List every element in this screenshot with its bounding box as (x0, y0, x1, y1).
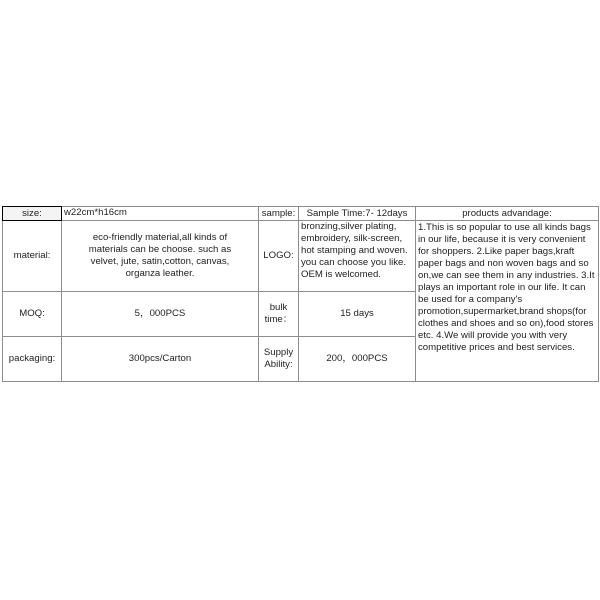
spec-sheet (0, 206, 600, 396)
product-spec-table (2, 206, 599, 382)
sample-label-cell[interactable]: sample: (259, 207, 299, 221)
table-row-material (3, 221, 599, 292)
material-value-cell[interactable]: eco-friendly material,all kinds of materials can be choose. such as velvet, jute, satin,cotton, canvas, organza leather. (62, 221, 259, 292)
moq-value-cell[interactable]: 5，000PCS (62, 292, 259, 337)
sample-value-cell[interactable]: Sample Time:7- 12days (299, 207, 416, 221)
moq-label-cell[interactable]: MOQ: (3, 292, 62, 337)
logo-label-cell[interactable]: LOGO: (259, 221, 299, 292)
size-value-cell[interactable]: w22cm*h16cm (62, 207, 259, 221)
supply-ability-label-cell[interactable]: Supply Ability: (259, 337, 299, 382)
material-label-cell[interactable]: material: (3, 221, 62, 292)
supply-ability-value-cell[interactable]: 200，000PCS (299, 337, 416, 382)
advantage-label-cell[interactable]: products advandage: (416, 207, 599, 221)
bulk-time-label-cell[interactable]: bulk time： (259, 292, 299, 337)
logo-value-cell[interactable]: bronzing,silver plating, embroidery, silk-screen, hot stamping and woven. you can choose you like. OEM is welcomed. (299, 221, 416, 292)
table-row-size (3, 207, 599, 221)
size-label-cell[interactable]: size: (3, 207, 62, 221)
packaging-label-cell[interactable]: packaging: (3, 337, 62, 382)
bulk-time-value-cell[interactable]: 15 days (299, 292, 416, 337)
advantage-text-cell[interactable]: 1.This is so popular to use all kinds bags in our life, because it is very convenient for shoppers. 2.Like paper bags,kraft paper bags and non woven bags and so on,we can see them in any industries. 3.It plays an important role in our life. It can be used for a company's promotion,supermarket,brand shops(for clothes and shoes and so on),food stores etc. 4.We will provide you with very competitive prices and best services. (416, 221, 599, 382)
packaging-value-cell[interactable]: 300pcs/Carton (62, 337, 259, 382)
